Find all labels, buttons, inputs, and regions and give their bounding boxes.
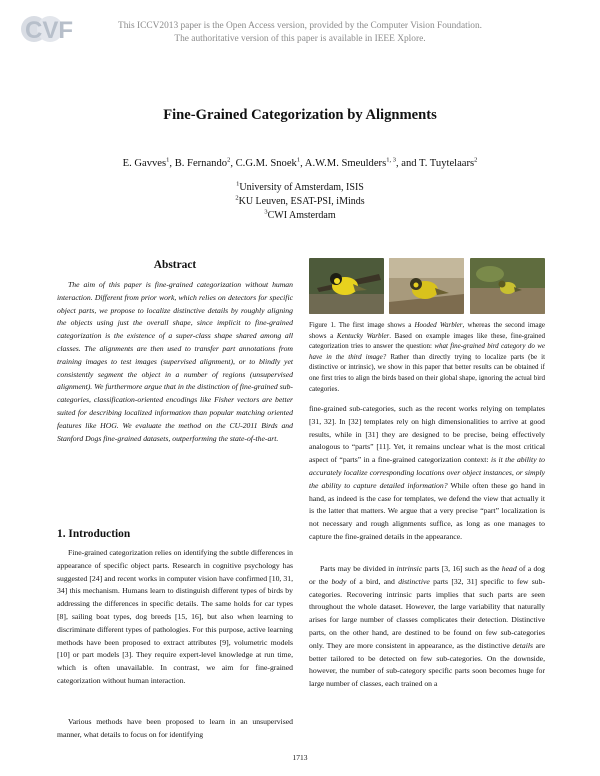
affiliation-mark: 1: [236, 180, 240, 188]
affiliation: [0, 210, 600, 221]
body-text: of a bird, and: [346, 576, 399, 586]
affiliation-text: KU Leuven, ESAT-PSI, iMinds: [238, 196, 365, 207]
open-access-note: This ICCV2013 paper is the Open Access version, provided by the Computer Vision Foundation.: [117, 21, 483, 31]
unknown-warbler-photo: [470, 258, 545, 314]
caption-text: , whereas the second image shows a: [309, 321, 545, 340]
affiliation-text: University of Amsterdam, ISIS: [239, 182, 364, 193]
author-affiliation-mark: 1: [296, 156, 301, 164]
bird-photo-3-icon: [470, 258, 545, 314]
abstract-heading: [57, 255, 293, 273]
caption-text: . Based on example images like these, fine-grained categorization tries to answer the question:: [309, 331, 545, 351]
body-emphasis: details: [512, 640, 533, 650]
caption-emphasis: Kentucky Warbler: [336, 331, 390, 340]
page-number: 1713: [292, 753, 308, 762]
body-emphasis: body: [331, 576, 347, 586]
body-text: Parts may be divided in: [320, 564, 397, 573]
author-name: E. Gavves: [122, 158, 167, 169]
affiliation: [0, 196, 600, 207]
body-emphasis: head: [501, 564, 517, 573]
author-affiliation-mark: 2: [474, 156, 478, 164]
author-name: C.G.M. Snoek: [235, 158, 297, 169]
author-name: B. Fernando: [174, 158, 228, 169]
caption-text: Figure 1. The first image shows a: [309, 321, 415, 329]
ieee-xplore-note: The authoritative version of this paper is available in IEEE Xplore.: [174, 34, 426, 44]
right-column-paragraph-1: [309, 403, 545, 544]
hooded-warbler-photo: [309, 258, 384, 314]
affiliation-text: CWI Amsterdam: [267, 210, 336, 221]
author-list: E. Gavves$^1$, B. Fernando$^2$, C.G.M. Snoek$^1$, A.W.M. Smeulders$^{1, 3}$, and T. Tuytelaars$^2$: [122, 156, 478, 169]
author-affiliation-mark: 1: [166, 156, 170, 164]
bird-photo-2-icon: [389, 258, 464, 314]
author-name: and T. Tuytelaars: [401, 158, 475, 169]
affiliation: [0, 182, 600, 193]
abstract-body: The aim of this paper is fine-grained categorization without human interaction. Different from prior work, which relies on detectors for specific object parts, we propose to localize distinctive details by roughly aligning the objects using just the overall shape, since implicit to fine-grained categorization is the existence of a super-class shape shared among all classes. The alignments are then used to transfer part annotations from training images to test images (supervised alignment), or to blindly yet consistently segment the object in a number of regions (unsupervised alignment). We furthermore argue that in the distinction of fine-grained sub-categories, classification-oriented encodings like Fisher vectors are better suited for describing localized information than popular matching oriented features like HOG. We evaluate the method on the CU-2011 Birds and Stanford Dogs fine-grained datasets, outperforming the state-of-the-art.: [57, 280, 293, 443]
body-text: parts [32, 31] specific to few sub-categories. Recovering intrinsic parts implies that such parts are seen throughout the whole dataset. However, the large variability that naturally arises for large number of classes complicates their detection. Distinctive parts, on the other hand, are destined to be found on few sub-categories only. They are more consistent in appearance, as the distinctive: [309, 576, 545, 650]
body-text: parts [3, 16] such as the: [422, 564, 502, 573]
affiliation-mark: 2: [235, 194, 239, 202]
caption-emphasis: Hooded Warbler: [414, 321, 463, 329]
introduction-paragraph-1: Fine-grained categorization relies on identifying the subtle differences in appearance of specific object parts. Research in cognitive psychology has suggested [24] and recent works in computer vision have confirmed [10, 31, 34] this mechanism. Humans learn to distinguish different types of birds by addressing the differences in specific details. The same holds for car types [8], sailing boat types, dog breeds [15, 16], but also when learning to discriminate different types of pathologies. For this purpose, active learning methods have been proposed to extract attributes [9], volumetric models [10] or part models [3]. They require expert-level knowledge at run time, which is often unavailable. In contrast, we aim for fine-grained categorization without human interaction.: [57, 548, 293, 685]
body-text: are better tailored to be detected on few sub-categories. On the downside, however, the number of sub-category specific parts soon becomes huge for large number of classes, each trained on a: [309, 640, 545, 689]
body-text: fine-grained sub-categories, such as the recent works relying on templates [31, 32]. In [32] templates rely on high dimensionalities to arrive at good results, while in [31] they are designed to be precise, being effectively analogous to “parts” [11]. Yet, it remains unclear what is the most critical aspect of “parts” in a fine-grained categorization context:: [309, 404, 545, 465]
caption-text: Rather than directly trying to localize parts (be it distinctive or intrinsic), we show in this paper that better results can be obtained if one first tries to align the birds based on their global shape, ignoring the actual bird categories.: [309, 352, 546, 393]
body-emphasis: intrinsic: [396, 564, 423, 573]
body-emphasis: is it the ability to accurately localize corresponding locations over object instances, or simply the ability to capture detailed information?: [309, 455, 545, 490]
bird-photo-1-icon: [309, 258, 384, 314]
cvf-header: [0, 0, 600, 56]
body-text: While often these go hand in hand, as indeed is the case for templates, we defend the view that actually it is the latter that matters. We argue that a very precise “part” localization is not necessary and rough alignments suffice, as long as one manages to capture the fine-grained details in the appearance.: [309, 480, 545, 541]
body-emphasis: distinctive: [398, 576, 430, 586]
right-column-paragraph-2: [309, 563, 545, 691]
author-name: A.W.M. Smeulders: [304, 158, 387, 169]
figure-1-caption: [309, 320, 545, 394]
author-affiliation-mark: 1, 3: [386, 156, 396, 164]
cvf-logo-text: CVF: [25, 17, 73, 44]
introduction-heading: 1. Introduction: [57, 528, 131, 540]
author-affiliation-mark: 2: [227, 156, 231, 164]
introduction-paragraph-2: Various methods have been proposed to learn in an unsupervised manner, what details to focus on for identifying: [57, 717, 293, 739]
body-text: of a dog or the: [309, 564, 545, 586]
affiliation-mark: 3: [264, 208, 268, 216]
abstract-heading-text: Abstract: [153, 259, 197, 271]
caption-emphasis: what fine-grained bird category do we have in the third image?: [309, 342, 545, 361]
kentucky-warbler-photo: [389, 258, 464, 314]
paper-title: Fine-Grained Categorization by Alignments: [163, 107, 437, 123]
